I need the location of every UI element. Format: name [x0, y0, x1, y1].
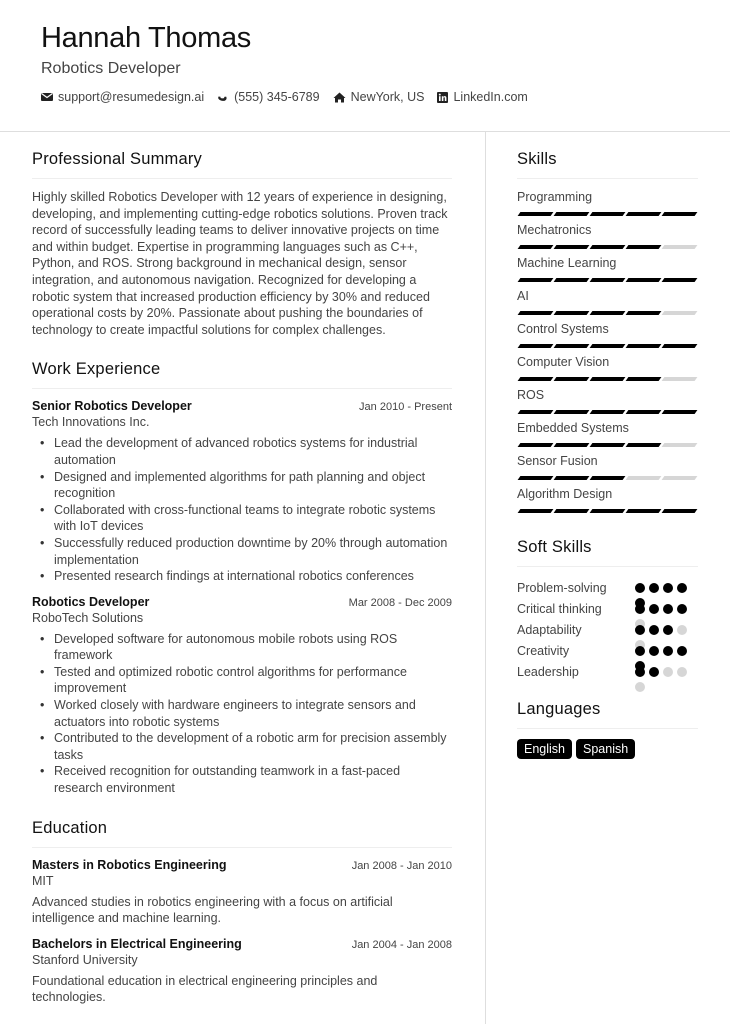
skill-item: [517, 387, 698, 417]
rating-dot: [649, 667, 659, 677]
experience-section: [32, 360, 452, 796]
rating-dot: [635, 625, 645, 635]
education-description: Advanced studies in robotics engineering with a focus on artificial intelligence and machine learning.: [32, 894, 393, 926]
skill-name: Programming: [517, 190, 593, 204]
rating-dot: [677, 646, 687, 656]
sidebar-column: [517, 150, 698, 759]
job-bullet: • Successfully reduced production downtime by 20% through automation implementation: [54, 535, 452, 568]
job-bullets: [32, 435, 452, 584]
soft-skills-title: Soft Skills: [517, 538, 698, 567]
skill-level-segment: [626, 410, 662, 414]
rating-dot: [635, 604, 645, 614]
job-date: Jan 2010 - Present: [359, 401, 452, 414]
resume-header: [0, 0, 730, 132]
contact-phone[interactable]: [217, 90, 319, 104]
skill-level-segment: [662, 377, 698, 381]
skill-level-segment: [518, 410, 554, 414]
job-entry: [32, 595, 452, 797]
skill-name: ROS: [517, 388, 545, 402]
education-date: Jan 2004 - Jan 2008: [351, 938, 452, 951]
job-bullet: • Lead the development of advanced robotics systems for industrial automation: [54, 435, 452, 468]
skill-level-segment: [590, 212, 626, 216]
skill-level-segment: [518, 245, 554, 249]
degree-title: Masters in Robotics Engineering: [32, 857, 227, 872]
candidate-name: Hannah Thomas: [41, 22, 251, 54]
skill-level-segment: [554, 443, 590, 447]
rating-dot: [635, 667, 645, 677]
job-company: Tech Innovations Inc.: [32, 415, 150, 430]
skill-item: [517, 288, 698, 318]
job-bullets: [32, 631, 452, 797]
languages-title: Languages: [517, 700, 698, 729]
main-column: [32, 150, 452, 1012]
rating-dot: [677, 604, 687, 614]
skill-level-segment: [590, 344, 626, 348]
skill-item: [517, 189, 698, 219]
skills-list: [517, 189, 698, 516]
linkedin-icon: [437, 92, 448, 103]
skill-name: Mechatronics: [517, 223, 592, 237]
skill-level-segment: [662, 311, 698, 315]
skill-level-segment: [554, 278, 590, 282]
skill-level-segment: [554, 311, 590, 315]
skill-level-bar: [517, 209, 698, 219]
contact-email[interactable]: [41, 90, 204, 104]
skill-level-segment: [554, 377, 590, 381]
skill-level-bar: [517, 506, 698, 516]
envelope-icon: [41, 92, 53, 102]
skill-level-segment: [518, 476, 554, 480]
contact-phone-text: (555) 345-6789: [234, 90, 320, 104]
skill-level-segment: [590, 311, 626, 315]
summary-section: [32, 150, 452, 338]
rating-dot: [649, 583, 659, 593]
language-tag: Spanish: [576, 739, 635, 759]
job-entry: [32, 399, 452, 584]
soft-skill-name: Adaptability: [517, 622, 582, 637]
skill-level-segment: [554, 476, 590, 480]
skill-level-bar: [517, 374, 698, 384]
skill-name: Computer Vision: [517, 355, 610, 369]
language-tag: English: [517, 739, 572, 759]
job-bullet: • Contributed to the development of a robotic arm for precision assembly tasks: [54, 730, 452, 763]
skill-level-segment: [626, 443, 662, 447]
skill-item: [517, 453, 698, 483]
skill-level-segment: [590, 410, 626, 414]
degree-title: Bachelors in Electrical Engineering: [32, 936, 242, 951]
skill-name: Control Systems: [517, 322, 609, 336]
skills-title: Skills: [517, 150, 698, 179]
soft-skill-item: [517, 640, 698, 661]
summary-title: Professional Summary: [32, 150, 452, 179]
soft-skill-rating: [635, 646, 687, 656]
skill-level-segment: [662, 509, 698, 513]
rating-dot: [677, 667, 687, 677]
skill-name: Algorithm Design: [517, 487, 613, 501]
skill-level-segment: [626, 509, 662, 513]
skill-level-segment: [626, 212, 662, 216]
skill-level-bar: [517, 275, 698, 285]
rating-dot: [663, 625, 673, 635]
skill-level-segment: [626, 278, 662, 282]
skill-level-segment: [554, 245, 590, 249]
skill-level-segment: [662, 476, 698, 480]
skill-level-segment: [662, 344, 698, 348]
job-date: Mar 2008 - Dec 2009: [348, 596, 452, 609]
job-bullet: • Worked closely with hardware engineers to integrate sensors and actuators into robotic systems: [54, 697, 452, 730]
soft-skill-rating: [635, 583, 687, 593]
rating-dot: [635, 646, 645, 656]
job-bullet: • Tested and optimized robotic control algorithms for performance improvement: [54, 664, 452, 697]
skill-name: Embedded Systems: [517, 421, 629, 435]
soft-skill-item: [517, 619, 698, 640]
skill-item: [517, 255, 698, 285]
skill-level-segment: [518, 278, 554, 282]
skill-level-segment: [590, 377, 626, 381]
skill-level-segment: [590, 443, 626, 447]
skill-level-segment: [626, 476, 662, 480]
contact-email-text: support@resumedesign.ai: [58, 90, 205, 104]
job-bullet: • Presented research findings at international robotics conferences: [54, 568, 452, 585]
job-bullet: • Collaborated with cross-functional teams to integrate robotic systems with IoT devices: [54, 502, 452, 535]
languages-section: [517, 700, 698, 759]
skill-level-segment: [590, 476, 626, 480]
skill-level-segment: [590, 245, 626, 249]
rating-dot: [649, 625, 659, 635]
soft-skills-list: [517, 577, 698, 682]
skill-name: AI: [517, 289, 529, 303]
skill-item: [517, 486, 698, 516]
skill-level-segment: [662, 212, 698, 216]
skill-level-bar: [517, 308, 698, 318]
soft-skill-name: Creativity: [517, 643, 570, 658]
rating-dot: [649, 604, 659, 614]
contact-location: [333, 90, 425, 104]
education-entry: [32, 858, 452, 927]
education-description: Foundational education in electrical engineering principles and technologies.: [32, 973, 378, 1005]
rating-dot: [663, 583, 673, 593]
summary-text: Highly skilled Robotics Developer with 12 years of experience in designing, developing, and implementing cutting-edge robotics solutions. Proven track record of successfully leading teams to deliver innovative projects on time and within budget. Expertise in programming languages such as C++, Python, and ROS. Strong background in mechanical design, sensor integration, and autonomous navigation. Recognized for developing a robotic system that increased production efficiency by 30% and reduced operational costs by 20%. Passionate about pushing the boundaries of technology to create impactful solutions for complex challenges.: [32, 190, 448, 337]
soft-skill-name: Critical thinking: [517, 601, 602, 616]
skill-level-segment: [662, 410, 698, 414]
education-title: Education: [32, 819, 452, 848]
education-section: [32, 819, 452, 1006]
soft-skill-rating: [635, 667, 687, 677]
skill-level-segment: [590, 278, 626, 282]
job-bullet: • Developed software for autonomous mobile robots using ROS framework: [54, 631, 452, 664]
job-company: RoboTech Solutions: [32, 610, 144, 625]
skill-name: Sensor Fusion: [517, 454, 598, 468]
column-divider: [485, 132, 486, 1024]
soft-skills-section: [517, 538, 698, 682]
skill-level-segment: [518, 344, 554, 348]
skill-level-segment: [554, 410, 590, 414]
skill-level-bar: [517, 341, 698, 351]
contact-linkedin-text: LinkedIn.com: [453, 90, 528, 104]
skill-item: [517, 222, 698, 252]
candidate-role: Robotics Developer: [41, 60, 181, 77]
skill-level-segment: [626, 245, 662, 249]
skill-level-segment: [518, 377, 554, 381]
skill-level-segment: [554, 212, 590, 216]
skill-level-bar: [517, 473, 698, 483]
soft-skill-name: Leadership: [517, 664, 579, 679]
skill-level-segment: [626, 377, 662, 381]
skill-level-bar: [517, 407, 698, 417]
job-title: Senior Robotics Developer: [32, 399, 192, 414]
rating-dot: [663, 646, 673, 656]
education-date: Jan 2008 - Jan 2010: [351, 859, 452, 872]
skill-level-segment: [518, 311, 554, 315]
job-bullet: • Designed and implemented algorithms for path planning and object recognition: [54, 469, 452, 502]
skill-name: Machine Learning: [517, 256, 617, 270]
rating-dot: [635, 583, 645, 593]
skill-level-segment: [590, 509, 626, 513]
soft-skill-item: [517, 577, 698, 598]
skills-section: [517, 150, 698, 516]
rating-dot: [649, 646, 659, 656]
education-entry: [32, 937, 452, 1006]
contact-list: [41, 90, 541, 104]
soft-skill-item: [517, 598, 698, 619]
skill-level-segment: [626, 311, 662, 315]
experience-title: Work Experience: [32, 360, 452, 389]
skill-level-segment: [518, 509, 554, 513]
skill-level-segment: [662, 245, 698, 249]
contact-linkedin[interactable]: [437, 90, 527, 104]
job-bullet: • Received recognition for outstanding teamwork in a fast-paced research environment: [54, 763, 452, 796]
rating-dot: [663, 667, 673, 677]
skill-item: [517, 321, 698, 351]
skill-level-bar: [517, 440, 698, 450]
skill-level-segment: [518, 212, 554, 216]
soft-skill-name: Problem-solving: [517, 580, 607, 595]
skill-level-segment: [662, 278, 698, 282]
job-title: Robotics Developer: [32, 594, 150, 609]
soft-skill-rating: [635, 625, 687, 635]
home-icon: [333, 92, 346, 103]
rating-dot: [677, 625, 687, 635]
skill-level-segment: [662, 443, 698, 447]
skill-level-segment: [626, 344, 662, 348]
soft-skill-item: [517, 661, 698, 682]
skill-level-segment: [518, 443, 554, 447]
skill-item: [517, 354, 698, 384]
school-name: MIT: [32, 873, 54, 888]
skill-item: [517, 420, 698, 450]
rating-dot: [677, 583, 687, 593]
soft-skill-rating: [635, 604, 687, 614]
skill-level-segment: [554, 344, 590, 348]
skill-level-segment: [554, 509, 590, 513]
languages-list: [517, 739, 698, 759]
rating-dot: [635, 682, 645, 692]
skill-level-bar: [517, 242, 698, 252]
school-name: Stanford University: [32, 952, 138, 967]
rating-dot: [663, 604, 673, 614]
contact-location-text: NewYork, US: [350, 90, 425, 104]
phone-icon: [217, 91, 229, 103]
